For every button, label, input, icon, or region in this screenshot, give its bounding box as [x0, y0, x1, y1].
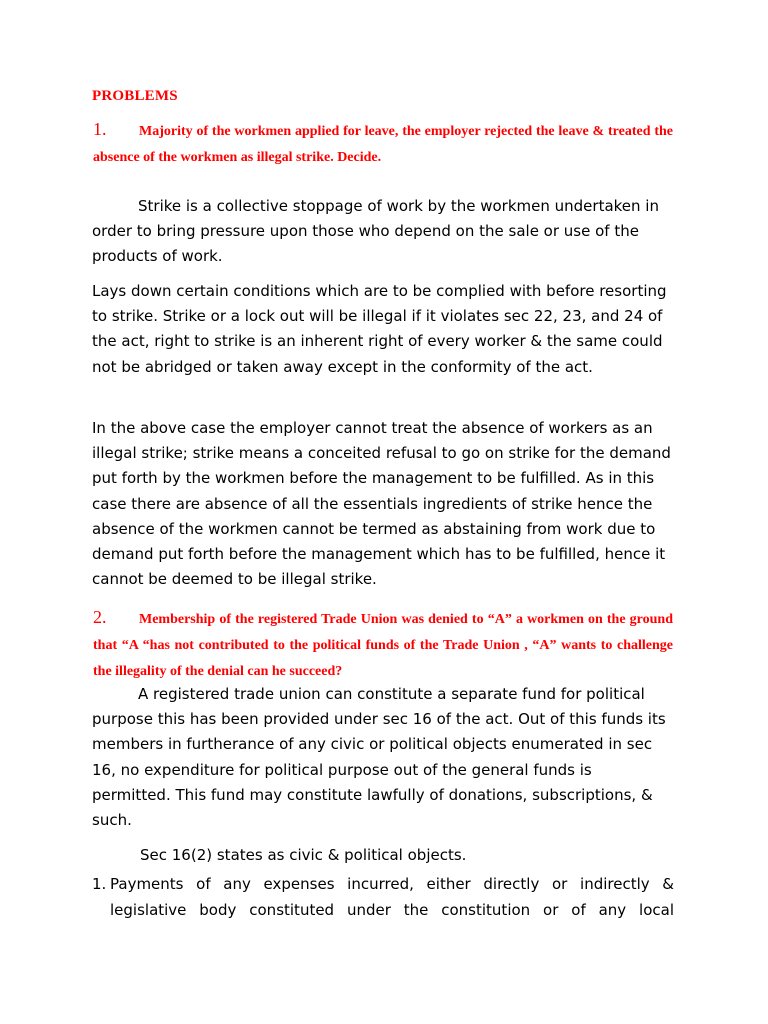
- problem-2-paragraph-1: A registered trade union can constitute a separate fund for political purpose this has been provided under sec 16 of the act. Out of this funds its members in furtherance of any civic or political objects enumerated in sec 16, no expenditure for political purpose out of the general funds is permitted. This fund may constitute lawfully of donations, subscriptions, & such.: [92, 685, 666, 830]
- problem-2-question-text: Membership of the registered Trade Union was denied to “A” a workmen on the ground that “A “has not contributed to the political funds of the Trade Union , “A” wants to challenge the illegality of the denial can he succeed?: [93, 612, 673, 679]
- list-item-number: 1.: [92, 875, 107, 893]
- problem-1-question: [93, 116, 673, 171]
- problem-1-paragraph-1: Strike is a collective stoppage of work by the workmen undertaken in order to bring pressure upon those who depend on the sale or use of the products of work.: [92, 197, 659, 266]
- list-item-line-1: Payments of any expenses incurred, either directly or indirectly &: [110, 875, 674, 893]
- list-item-line-2: legislative body constituted under the constitution or of any local: [110, 901, 674, 919]
- problem-1-paragraph-2: Lays down certain conditions which are to be complied with before resorting to strike. Strike or a lock out will be illegal if it violates sec 22, 23, and 24 of the act, right to strike is an inherent right of every worker & the same could not be abridged or taken away except in the conformity of the act.: [92, 282, 667, 376]
- page-heading: PROBLEMS: [92, 88, 178, 104]
- list-item: [92, 871, 674, 923]
- problem-1-number: 1.: [93, 119, 107, 139]
- problem-2-number: 2.: [93, 607, 107, 627]
- problem-1-question-text: Majority of the workmen applied for leave, the employer rejected the leave & treated the absence of the workmen as illegal strike. Decide.: [93, 124, 673, 165]
- problem-2-paragraph-2: Sec 16(2) states as civic & political objects.: [140, 846, 467, 864]
- problem-1-paragraph-3: In the above case the employer cannot treat the absence of workers as an illegal strike; strike means a conceited refusal to go on strike for the demand put forth by the workmen before the management to be fulfilled. As in this case there are absence of all the essentials ingredients of strike hence the absence of the workmen cannot be termed as abstaining from work due to demand put forth before the management which has to be fulfilled, hence it cannot be deemed to be illegal strike.: [92, 419, 671, 589]
- problem-2-question: [93, 604, 673, 685]
